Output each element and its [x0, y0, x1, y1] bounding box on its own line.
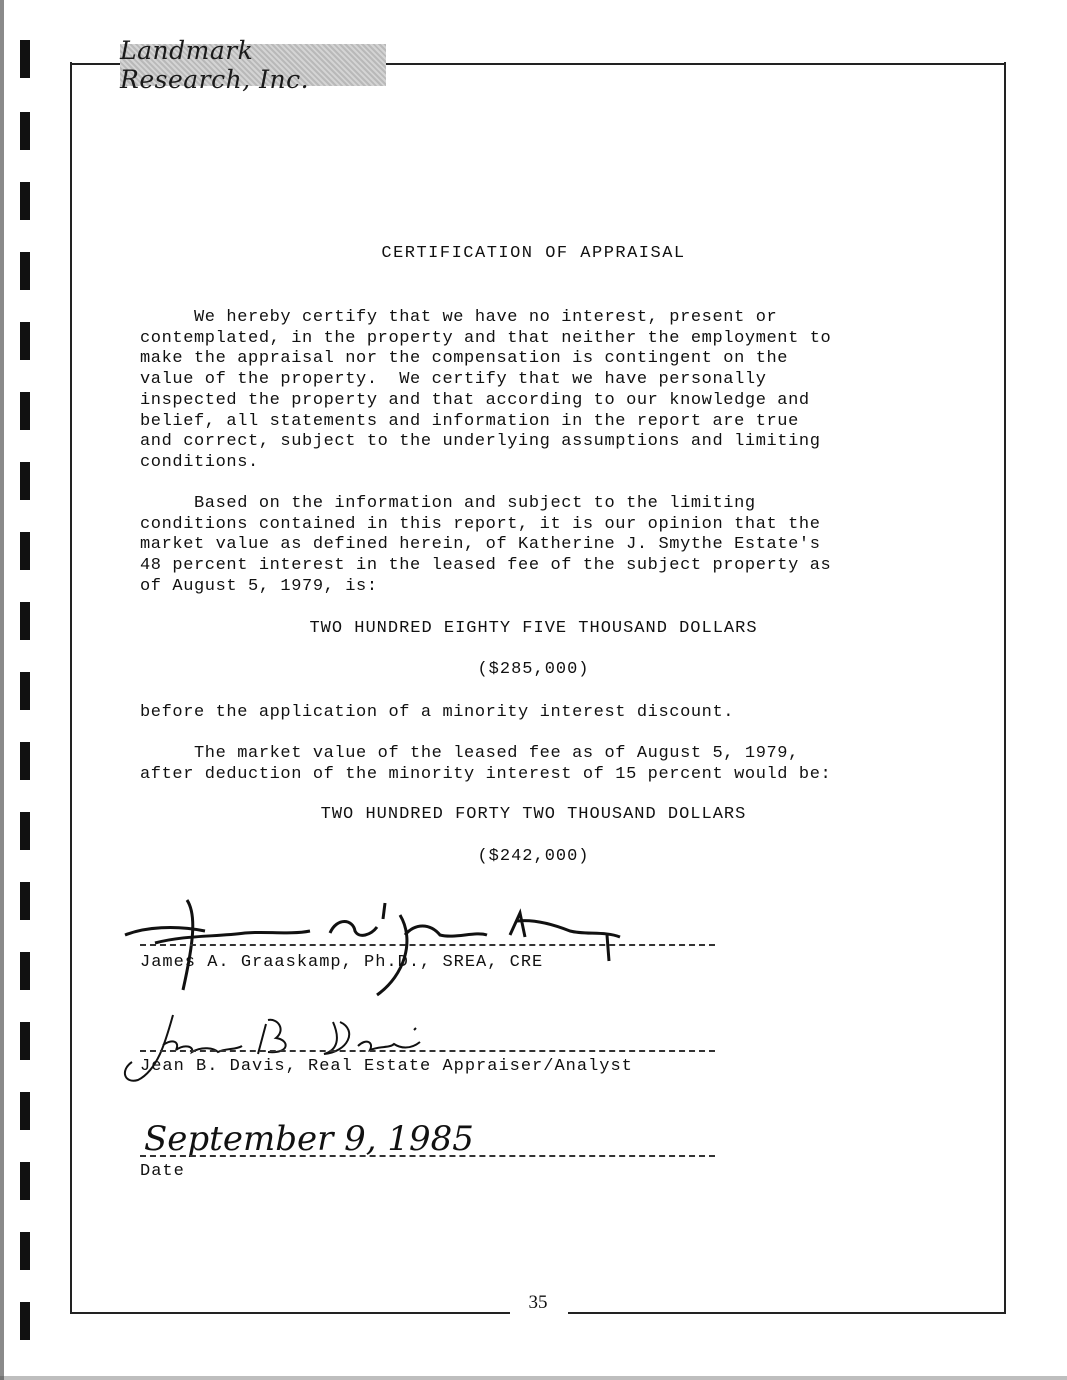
- binding-hole: [20, 322, 30, 360]
- binding-hole: [20, 40, 30, 78]
- graaskamp-signature: [115, 895, 635, 1005]
- frame-top-right-rule: [386, 63, 1006, 65]
- signature-line-1: [140, 944, 715, 946]
- binding-hole: [20, 1022, 30, 1060]
- frame-bottom-right-rule: [568, 1312, 1006, 1314]
- binding-hole: [20, 1302, 30, 1340]
- certification-paragraph: We hereby certify that we have no interest, present or contemplated, in the property and that neither the employment to make the appraisal nor the compensation is contingent on the value of the property. We certify that we have personally inspected the property and that according to our knowledge and belief, all statements and information in the report are true and correct, subject to the underlying assumptions and limiting conditions.: [140, 308, 832, 472]
- binding-hole: [20, 1092, 30, 1130]
- signature-line-2: [140, 1050, 715, 1052]
- opinion-paragraph: Based on the information and subject to the limiting conditions contained in this report, it is our opinion that the market value as defined herein, of Katherine J. Smythe Estate's 48 percent interest in the leased fee of the subject property as of August 5, 1979, is:: [140, 494, 832, 596]
- binding-hole: [20, 952, 30, 990]
- value-after-discount-figure: ($242,000): [477, 847, 590, 866]
- letterhead-logo: Landmark Research, Inc.: [120, 44, 386, 86]
- binding-hole: [20, 392, 30, 430]
- frame-top-left-rule: [70, 63, 122, 65]
- binding-hole: [20, 532, 30, 570]
- signer-2-name: Jean B. Davis, Real Estate Appraiser/Analyst: [140, 1057, 633, 1076]
- binding-hole: [20, 1162, 30, 1200]
- signer-1-name: James A. Graaskamp, Ph.D., SREA, CRE: [140, 953, 544, 972]
- binding-hole: [20, 882, 30, 920]
- handwritten-date: [140, 1108, 490, 1168]
- date-label: Date: [140, 1162, 185, 1181]
- binding-hole: [20, 1232, 30, 1270]
- value-before-discount-words: TWO HUNDRED EIGHTY FIVE THOUSAND DOLLARS: [309, 619, 758, 638]
- page-number: 35: [528, 1292, 548, 1313]
- after-discount-paragraph: The market value of the leased fee as of August 5, 1979, after deduction of the minority interest of 15 percent would be:: [140, 744, 832, 784]
- document-title: CERTIFICATION OF APPRAISAL: [381, 244, 686, 263]
- before-discount-line: before the application of a minority interest discount.: [140, 703, 735, 722]
- binding-hole: [20, 182, 30, 220]
- scan-left-edge: [0, 0, 4, 1380]
- date-line: [140, 1155, 715, 1157]
- binding-hole: [20, 462, 30, 500]
- binding-hole: [20, 742, 30, 780]
- handwritten-date-text: September 9, 1985: [144, 1119, 474, 1159]
- binding-hole: [20, 112, 30, 150]
- frame-bottom-left-rule: [70, 1312, 510, 1314]
- scan-bottom-edge: [0, 1376, 1067, 1380]
- value-before-discount-figure: ($285,000): [477, 660, 590, 679]
- value-after-discount-words: TWO HUNDRED FORTY TWO THOUSAND DOLLARS: [320, 805, 747, 824]
